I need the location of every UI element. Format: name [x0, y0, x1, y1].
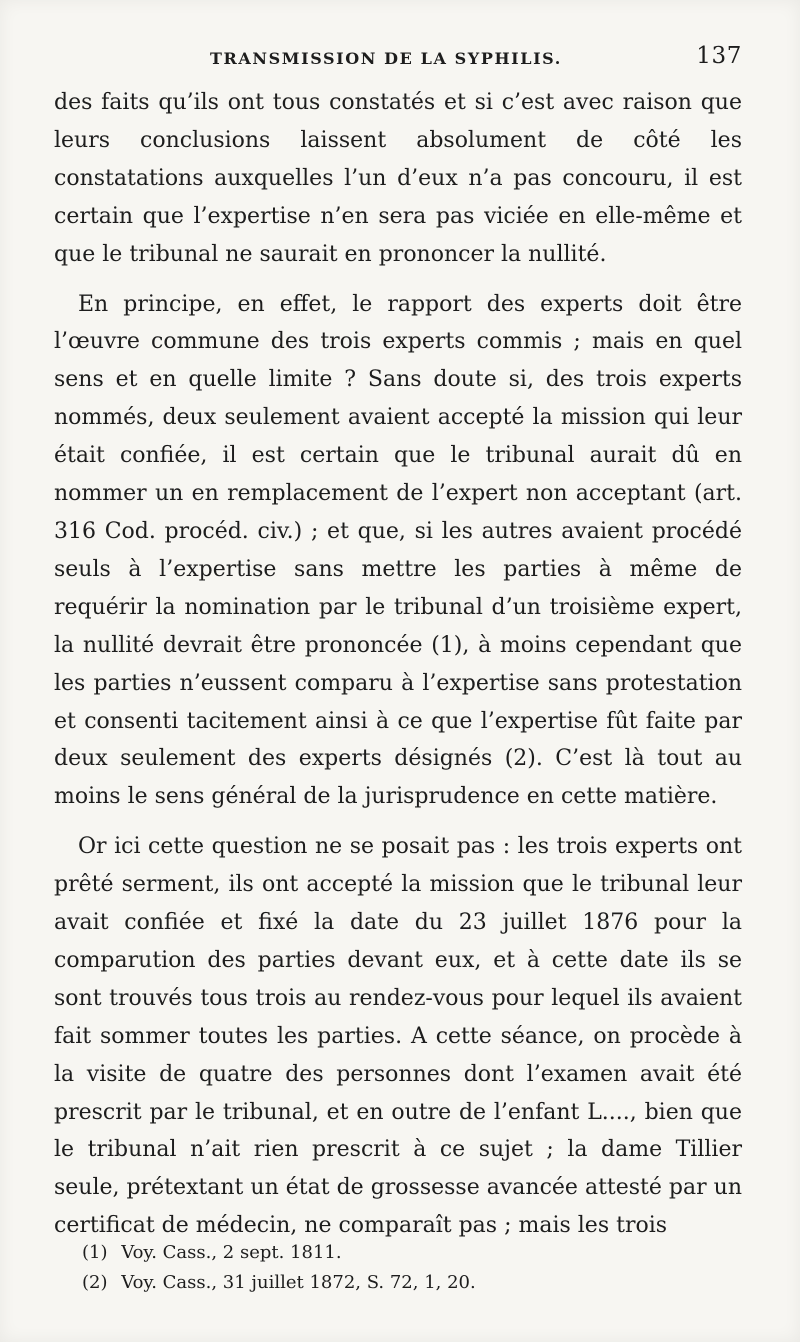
footnote-text: Voy. Cass., 31 juillet 1872, S. 72, 1, 20. [121, 1272, 476, 1293]
paragraph-question: Or ici cette question ne se posait pas : les trois experts ont prêté serment, ils ont accepté la mission que le tribunal leur avait confiée et fixé la date du 23 juillet 1876 pour la comparution des parties devant eux, et à cette date ils se sont trouvés tous trois au rendez-vous pour lequel ils avaient fait sommer toutes les parties. A cette séance, on procède à la visite de quatre des personnes dont l’examen avait été prescrit par le tribunal, et en outre de l’enfant L...., bien que le tribunal n’ait rien prescrit à ce sujet ; la dame Tillier seule, prétextant un état de grossesse avancée attesté par un certificat de médecin, ne comparaît pas ; mais les trois [54, 834, 742, 1239]
footnote-2 [82, 1268, 742, 1298]
footnote-mark: (1) [82, 1242, 108, 1263]
paragraph-continued: des faits qu’ils ont tous constatés et si c’est avec raison que leurs conclusions laissent absolument de côté les constatations auxquelles l’un d’eux n’a pas concouru, il est certain que l’expertise n’en sera pas viciée en elle-même et que le tribunal ne saurait en prononcer la nullité. [54, 90, 742, 267]
main-text [54, 84, 742, 1257]
footnote-1 [82, 1238, 742, 1268]
footnote-text: Voy. Cass., 2 sept. 1811. [121, 1242, 342, 1263]
paragraph-principle: En principe, en effet, le rapport des experts doit être l’œuvre commune des trois experts commis ; mais en quel sens et en quelle limite ? Sans doute si, des trois experts nommés, deux seulement avaient accepté la mission qui leur était confiée, il est certain que le tribunal aurait dû en nommer un en remplacement de l’expert non acceptant (art. 316 Cod. procéd. civ.) ; et que, si les autres avaient procédé seuls à l’expertise sans mettre les parties à même de requérir la nomination par le tribunal d’un troisième expert, la nullité devrait être prononcée (1), à moins cependant que les parties n’eussent comparu à l’expertise sans protestation et consenti tacitement ainsi à ce que l’expertise fût faite par deux seulement des experts désignés (2). C’est là tout au moins le sens général de la jurisprudence en cette matière. [54, 291, 742, 810]
page-number: 137 [696, 43, 742, 69]
footnote-mark: (2) [82, 1272, 108, 1293]
footnotes [82, 1238, 742, 1298]
page-header [52, 40, 742, 80]
running-title: TRANSMISSION DE LA SYPHILIS. [210, 49, 562, 68]
